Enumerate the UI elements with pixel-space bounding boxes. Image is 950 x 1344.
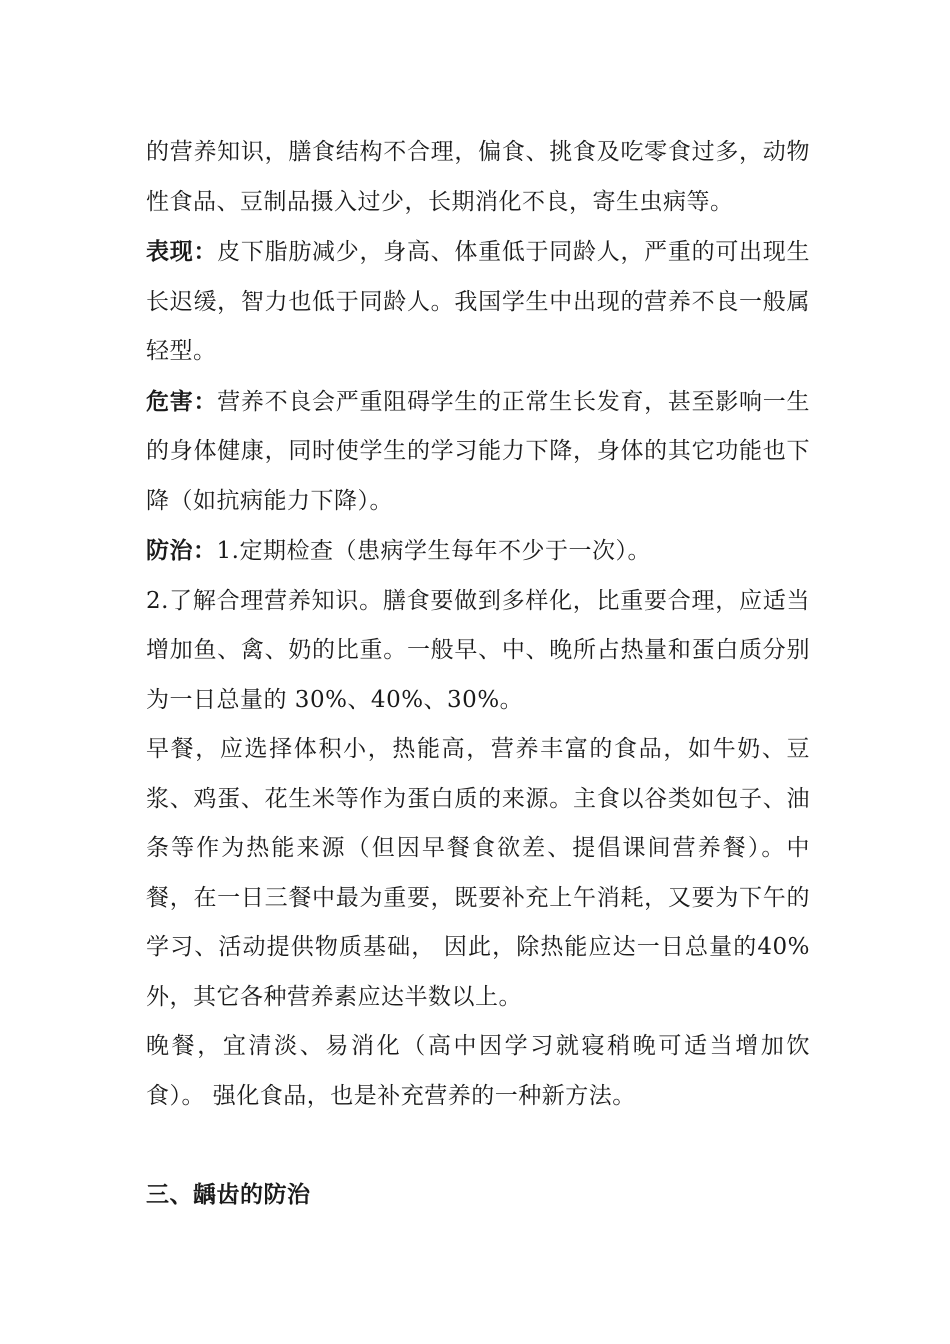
paragraph-dinner [146, 1022, 810, 1121]
paragraph-text: 1.定期检查（患病学生每年不少于一次）。 [216, 538, 651, 564]
paragraph-label-prevention: 防治： [146, 537, 217, 564]
paragraph-text: 的营养知识，膳食结构不合理，偏食、挑食及吃零食过多，动物性食品、豆制品摄入过少，长期消化不良，寄生虫病等。 [146, 139, 810, 215]
section-heading: 三、龋齿的防治 [146, 1181, 311, 1208]
paragraph-label-harm: 危害： [146, 387, 218, 415]
paragraph-text: 早餐，应选择体积小，热能高，营养丰富的食品，如牛奶、豆浆、鸡蛋、花生米等作为蛋白质的来源。主食以谷类如包子、油条等作为热能来源（但因早餐食欲差、提倡课间营养餐）。中餐，在一日三餐中最为重要，既要补充上午消耗，又要为下午的学习、活动提供物质基础， 因此，除热能应达一日总量的40%外，其它各种营养素应达半数以上。 [146, 736, 810, 1010]
paragraph-breakfast-lunch [146, 725, 810, 1022]
paragraph-nutrition-knowledge [146, 577, 810, 726]
paragraph-text: 晚餐，宜清淡、易消化（高中因学习就寝稍晚可适当增加饮食）。 强化食品，也是补充营养的一种新方法。 [146, 1033, 810, 1109]
paragraph-prevention [146, 526, 810, 577]
paragraph-symptoms [146, 227, 810, 377]
paragraph-text: 营养不良会严重阻碍学生的正常生长发育，甚至影响一生的身体健康，同时使学生的学习能力下降，身体的其它功能也下降（如抗病能力下降）。 [146, 388, 811, 514]
paragraph-causes-continued [146, 128, 810, 227]
paragraph-text: 皮下脂肪减少，身高、体重低于同龄人，严重的可出现生长迟缓，智力也低于同龄人。我国学生中出现的营养不良一般属轻型。 [146, 239, 811, 364]
paragraph-text: 2.了解合理营养知识。膳食要做到多样化，比重要合理，应适当增加鱼、禽、奶的比重。一般早、中、晚所占热量和蛋白质分别为一日总量的 30%、40%、30%。 [146, 587, 810, 713]
document-page [146, 128, 810, 1220]
paragraph-label-symptoms: 表现： [146, 238, 218, 265]
paragraph-harm [146, 377, 810, 527]
